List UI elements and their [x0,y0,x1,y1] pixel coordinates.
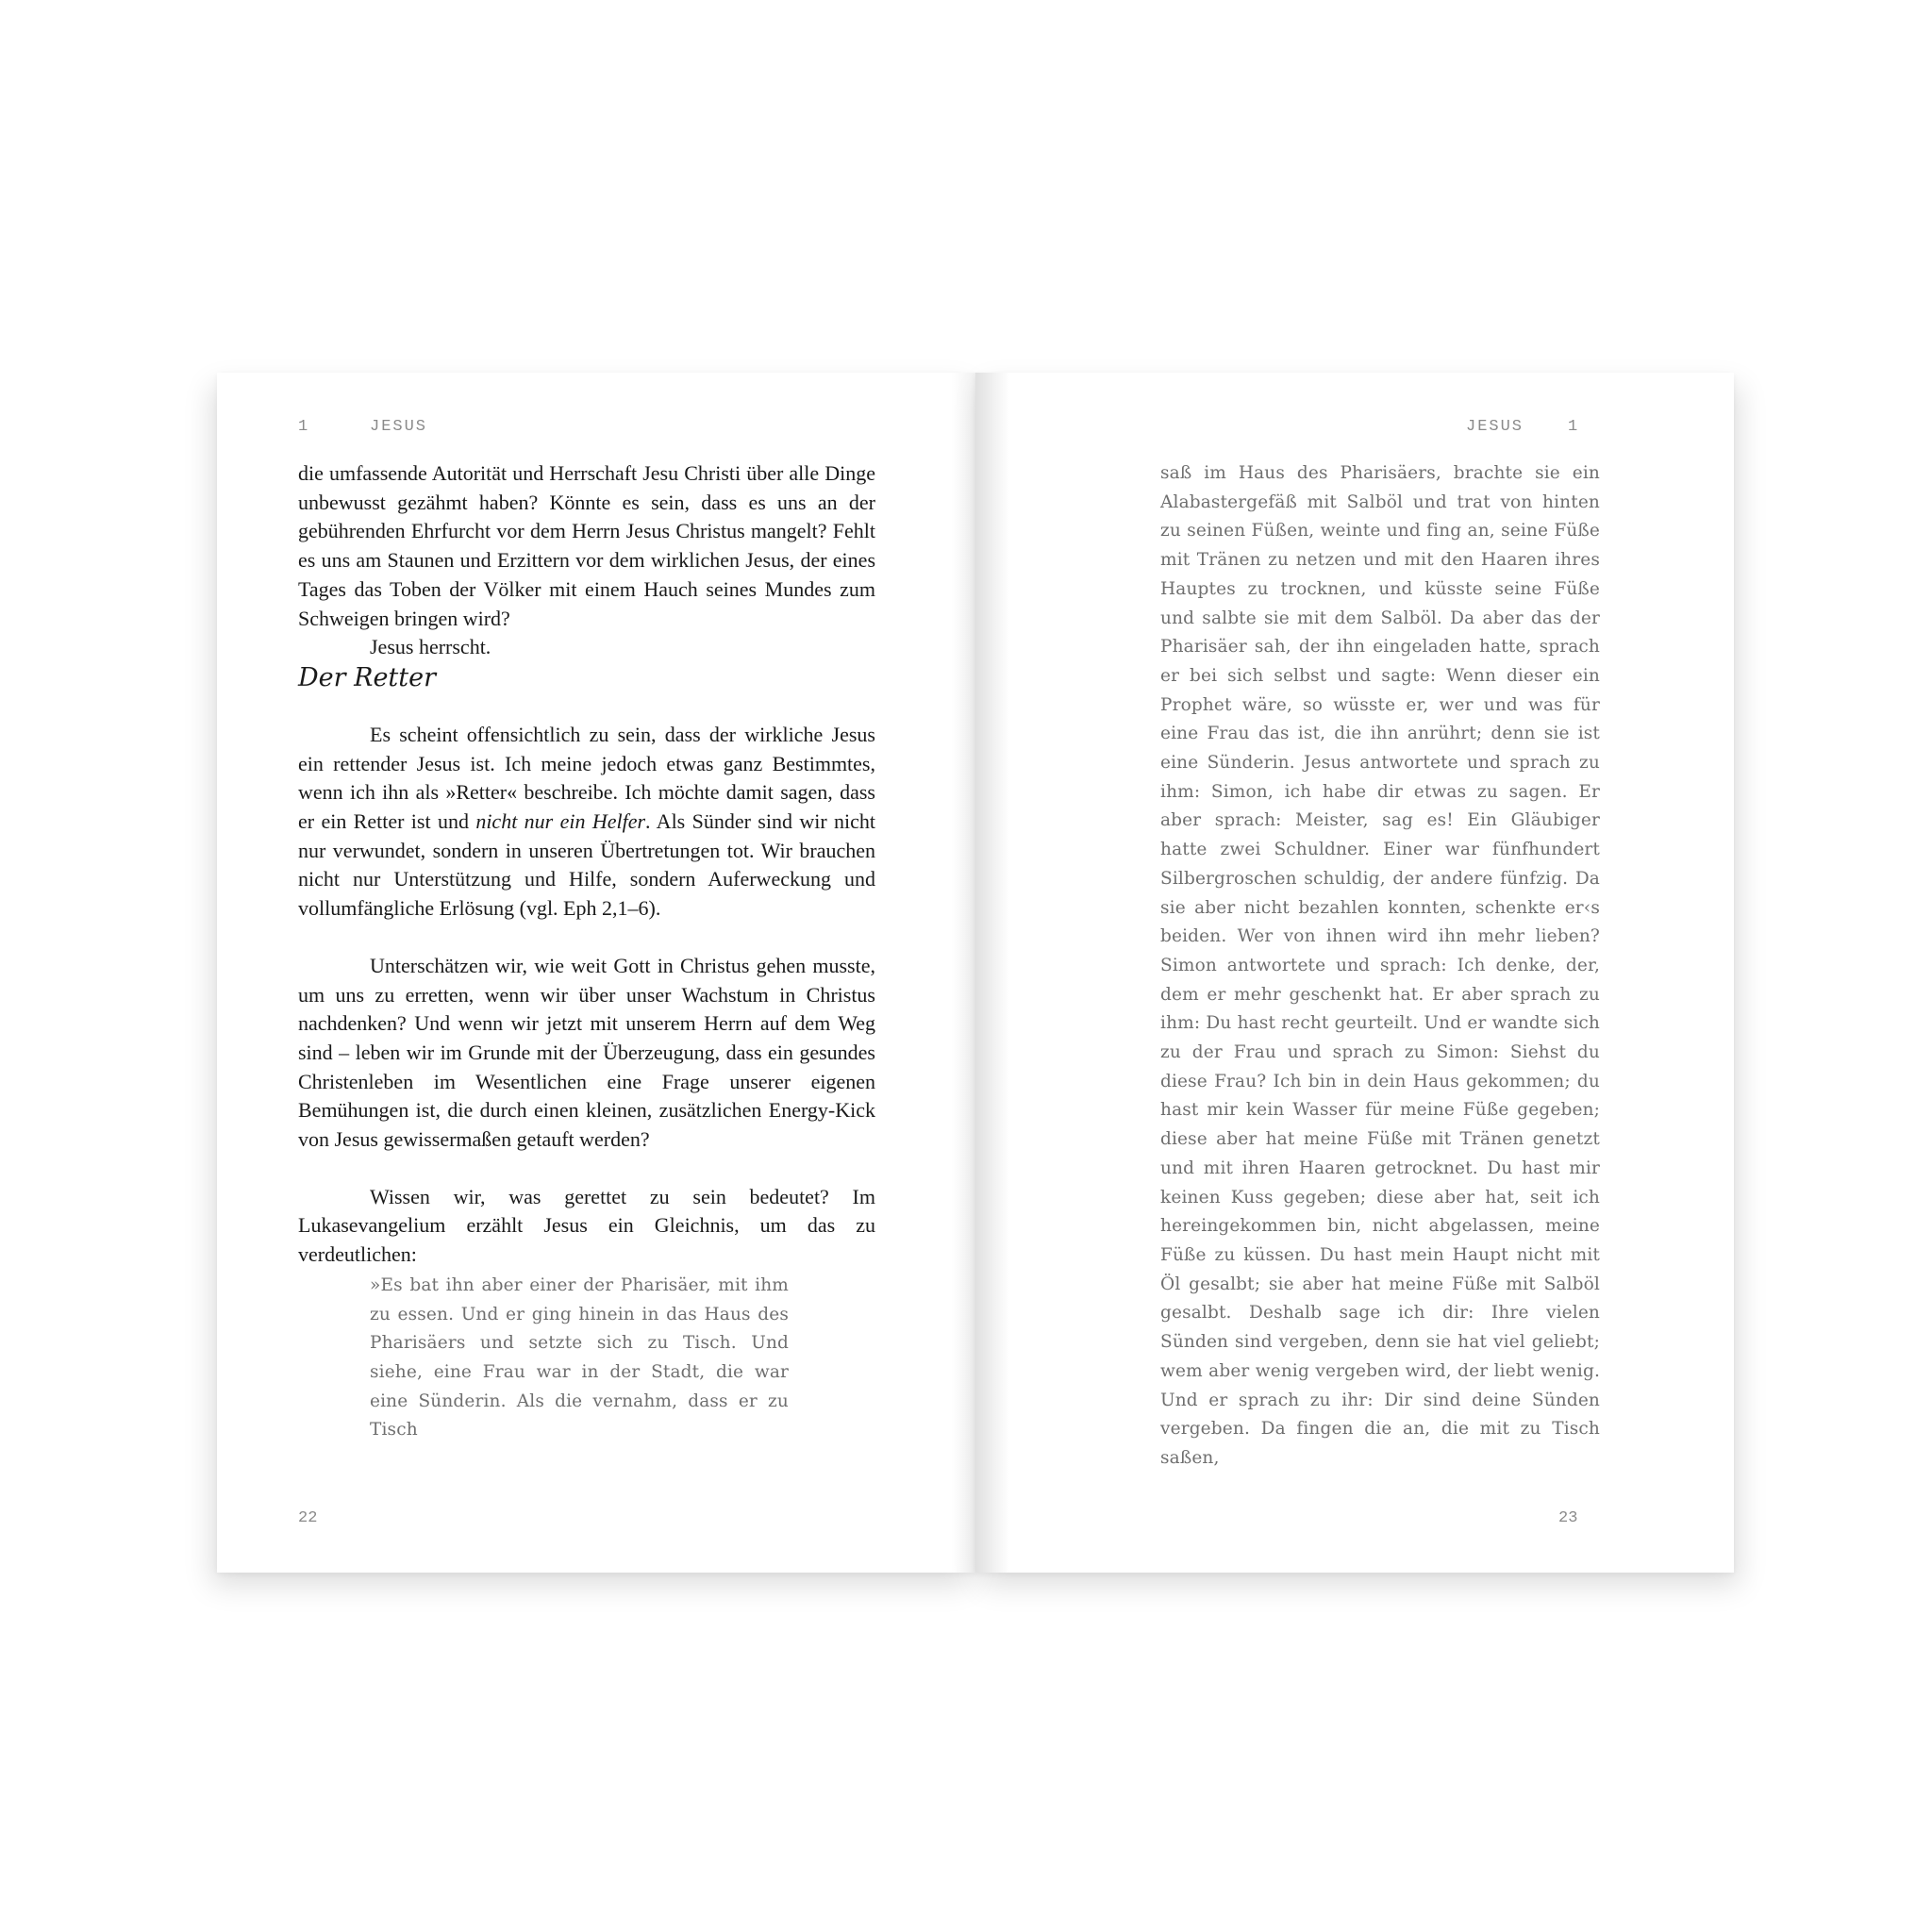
left-body-text [298,459,875,1445]
paragraph-text: . Als Sünder sind wir nicht nur verwundet, sondern in unseren Übertretungen tot. Wir brauchen nicht nur Unterstützung und Hilfe, sondern Auferweckung und vollumfängliche Erlösung (vgl. Eph 2,1–6). [298,809,875,921]
running-head: JESUS [1466,418,1524,436]
page-number: 22 [298,1509,318,1527]
block-quote: »Es bat ihn aber einer der Pharisäer, mit ihm zu essen. Und er ging hinein in das Haus des Pharisäers und setzte sich zu Tisch. Und siehe, eine Frau war in der Stadt, die war eine Sünderin. Als die vernahm, dass er zu Tisch [370,1274,789,1441]
paragraph: Wissen wir, was gerettet zu sein bedeutet? Im Lukasevangelium erzählt Jesus ein Gleichnis, um das zu verdeutlichen: [298,1184,875,1267]
left-page [217,373,975,1573]
short-statement: Jesus herrscht. [370,635,491,659]
running-head: JESUS [370,418,428,436]
chapter-number: 1 [298,418,310,436]
paragraph [298,721,875,924]
emphasis-text: nicht nur ein Helfer [475,809,646,834]
right-page [975,373,1734,1573]
book-spread [217,373,1734,1573]
paragraph: die umfassende Autorität und Herrschaft Jesu Christi über alle Dinge unbewusst gezähmt haben? Könnte es sein, dass es uns an der gebührenden Ehrfurcht vor dem Herrn Jesus Christus mangelt? Fehlt es uns am Staunen und Erzittern vor dem wirklichen Jesus, der eines Tages das Toben der Völker mit einem Hauch seines Mundes zum Schweigen bringen wird? [298,461,875,630]
chapter-number: 1 [1568,418,1580,436]
paragraph: Unterschätzen wir, wie weit Gott in Christus gehen musste, um uns zu erretten, wenn wir über unser Wachstum in Christus nachdenken? Und wenn wir jetzt mit unserem Herrn auf dem Weg sind – leben wir im Grunde mit der Überzeugung, dass ein gesundes Christenleben im Wesentlichen eine Frage unserer eigenen Bemühungen ist, die durch einen kleinen, zusätzlichen Energy-Kick von Jesus gewissermaßen getauft werden? [298,953,875,1152]
paragraph-text: Es scheint offensichtlich zu sein, dass der wirkliche Jesus ein rettender Jesus ist. Ich meine jedoch etwas ganz Bestimmtes, wenn ich ihn als »Retter« beschreibe. Ich möchte damit sagen, dass er ein Retter ist und [298,722,875,834]
page-number: 23 [1558,1509,1578,1527]
section-heading: Der Retter [298,662,437,692]
block-quote: saß im Haus des Pharisäers, brachte sie ein Alabastergefäß mit Salböl und trat von hinten zu seinen Füßen, weinte und fing an, seine Füße mit Tränen zu netzen und mit den Haaren ihres Hauptes zu trocknen, und küsste seine Füße und salbte sie mit dem Salböl. Da aber das der Pharisäer sah, der ihn eingeladen hatte, sprach er bei sich selbst und sagte: Wenn dieser ein Prophet wäre, so wüsste er, wer und was für eine Frau das ist, die ihn anrührt; denn sie ist eine Sünderin. Jesus antwortete und sprach zu ihm: Simon, ich habe dir etwas zu sagen. Er aber sprach: Meister, sag es! Ein Gläubiger hatte zwei Schuldner. Einer war fünfhundert Silbergroschen schuldig, der andere fünfzig. Da sie aber nicht bezahlen konnten, schenkte er‹s beiden. Wer von ihnen wird ihn mehr lieben? Simon antwortete und sprach: Ich denke, der, dem er mehr geschenkt hat. Er aber sprach zu ihm: Du hast recht geurteilt. Und er wandte sich zu der Frau und sprach zu Simon: Siehst du diese Frau? Ich bin in dein Haus gekommen; du hast mir kein Wasser für meine Füße gegeben; diese aber hat meine Füße mit Tränen genetzt und mit ihren Haaren getrocknet. Du hast mir keinen Kuss gegeben; diese aber hat, seit ich hereingekommen bin, nicht abgelassen, meine Füße zu küssen. Du hast mein Haupt nicht mit Öl gesalbt; sie aber hat meine Füße mit Salböl gesalbt. Deshalb sage ich dir: Ihre vielen Sünden sind vergeben, denn sie hat viel geliebt; wem aber wenig vergeben wird, der liebt wenig. Und er sprach zu ihr: Dir sind deine Sünden vergeben. Da fingen die an, die mit zu Tisch saßen, [1160,463,1600,1468]
